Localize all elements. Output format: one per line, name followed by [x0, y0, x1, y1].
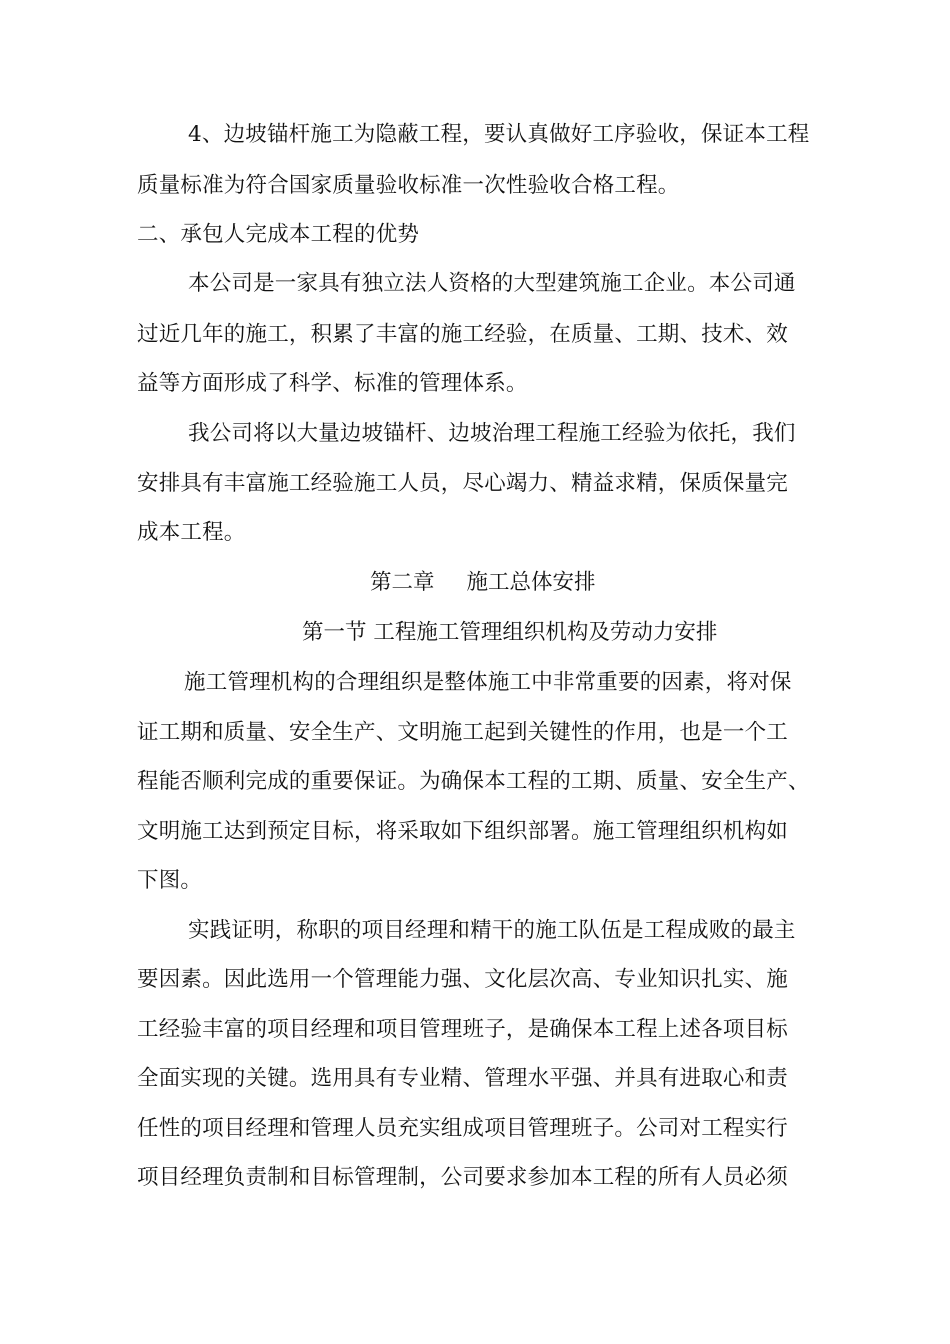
- chapter-number: 第二章: [370, 570, 435, 595]
- section-heading-advantages: 二、承包人完成本工程的优势: [137, 222, 420, 247]
- paragraph-5-line-6: 项目经理负责制和目标管理制，公司要求参加本工程的所有人员必须: [137, 1165, 789, 1190]
- paragraph-4-line-5: 下图。: [137, 868, 203, 893]
- paragraph-4-line-1: 施工管理机构的合理组织是整体施工中非常重要的因素，将对保: [184, 670, 792, 695]
- chapter-heading: [370, 570, 596, 596]
- paragraph-5-line-5: 任性的项目经理和管理人员充实组成项目管理班子。公司对工程实行: [137, 1116, 789, 1141]
- paragraph-5-line-1: 实践证明，称职的项目经理和精干的施工队伍是工程成败的最主: [188, 918, 796, 943]
- paragraph-2-line-3: 益等方面形成了科学、标准的管理体系。: [137, 371, 528, 396]
- paragraph-1-line-1: 4、边坡锚杆施工为隐蔽工程，要认真做好工序验收，保证本工程: [188, 122, 810, 147]
- paragraph-2-line-1: 本公司是一家具有独立法人资格的大型建筑施工企业。本公司通: [188, 271, 796, 296]
- paragraph-3-line-2: 安排具有丰富施工经验施工人员，尽心竭力、精益求精，保质保量完: [137, 471, 789, 496]
- paragraph-5-line-3: 工经验丰富的项目经理和项目管理班子，是确保本工程上述各项目标: [137, 1017, 789, 1042]
- paragraph-1-line-2: 质量标准为符合国家质量验收标准一次性验收合格工程。: [137, 173, 680, 198]
- chapter-title: 施工总体安排: [466, 570, 596, 595]
- paragraph-4-line-3: 程能否顺利完成的重要保证。为确保本工程的工期、质量、安全生产、: [137, 769, 810, 794]
- paragraph-4-line-2: 证工期和质量、安全生产、文明施工起到关键性的作用，也是一个工: [137, 720, 789, 745]
- paragraph-4-line-4: 文明施工达到预定目标，将采取如下组织部署。施工管理组织机构如: [137, 819, 789, 844]
- paragraph-5-line-2: 要因素。因此选用一个管理能力强、文化层次高、专业知识扎实、施: [137, 967, 789, 992]
- paragraph-3-line-3: 成本工程。: [137, 520, 246, 545]
- section-heading: 第一节 工程施工管理组织机构及劳动力安排: [302, 620, 718, 645]
- paragraph-2-line-2: 过近几年的施工，积累了丰富的施工经验，在质量、工期、技术、效: [137, 322, 789, 347]
- paragraph-5-line-4: 全面实现的关键。选用具有专业精、管理水平强、并具有进取心和责: [137, 1066, 789, 1091]
- paragraph-3-line-1: 我公司将以大量边坡锚杆、边坡治理工程施工经验为依托，我们: [188, 421, 796, 446]
